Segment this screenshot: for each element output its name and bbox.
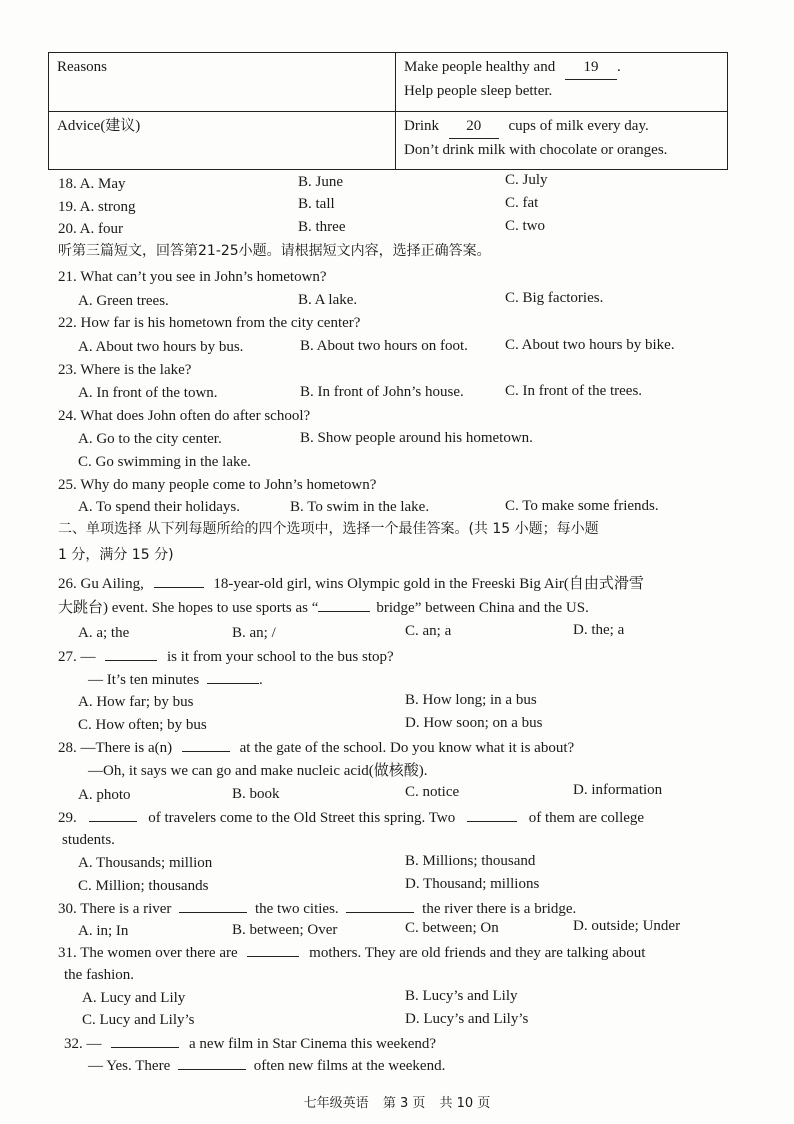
q19-option-b[interactable]: B. tall (298, 196, 335, 212)
footer-total: 共 10 页 (439, 1096, 491, 1111)
q27-option-b[interactable]: B. How long; in a bus (405, 692, 537, 708)
q31-blank[interactable] (247, 942, 299, 957)
footer-page: 第 3 页 (382, 1096, 426, 1111)
q30-option-d[interactable]: D. outside; Under (573, 918, 681, 934)
q18-option-b[interactable]: B. June (298, 174, 343, 190)
milk-info-table (48, 52, 728, 170)
q31-stem-line1: 31. The women over there are mothers. They are old friends and they are talking about (58, 942, 645, 963)
q28-option-b[interactable]: B. book (232, 786, 280, 802)
q29-stem-line1: 29. of travelers come to the Old Street this spring. Two of them are college (58, 807, 644, 828)
q18-option-c[interactable]: C. July (505, 172, 548, 188)
q30-option-a[interactable]: A. in; In (78, 923, 129, 939)
q32-stem-line2: — Yes. There often new films at the weekend. (88, 1055, 445, 1076)
q30-option-c[interactable]: C. between; On (405, 920, 499, 936)
q25-option-c[interactable]: C. To make some friends. (505, 498, 659, 514)
q32-blank-1[interactable] (111, 1033, 179, 1048)
q26-stem-line2: 大跳台) event. She hopes to use sports as “ bridge” between China and the US. (58, 597, 589, 618)
q29-option-d[interactable]: D. Thousand; millions (405, 876, 540, 892)
q31-option-d[interactable]: D. Lucy’s and Lily’s (405, 1011, 529, 1027)
q30-blank-1[interactable] (179, 898, 247, 913)
q32-stem-line1: 32. — a new film in Star Cinema this weekend? (64, 1033, 436, 1054)
q31-option-b[interactable]: B. Lucy’s and Lily (405, 988, 518, 1004)
section3-instructions: 听第三篇短文，回答第21-25小题。请根据短文内容，选择正确答案。 (58, 243, 491, 259)
q28-stem-line1: 28. —There is a(n) at the gate of the school. Do you know what it is about? (58, 737, 574, 758)
q24-option-c[interactable]: C. Go swimming in the lake. (78, 454, 251, 470)
q23-stem: 23. Where is the lake? (58, 362, 192, 378)
q24-option-a[interactable]: A. Go to the city center. (78, 431, 222, 447)
q23-option-c[interactable]: C. In front of the trees. (505, 383, 643, 399)
q25-option-b[interactable]: B. To swim in the lake. (290, 499, 430, 515)
q21-option-a[interactable]: A. Green trees. (78, 293, 169, 309)
q26-blank-2[interactable] (318, 597, 370, 612)
q27-stem-line1: 27. — is it from your school to the bus stop? (58, 646, 394, 667)
q29-option-b[interactable]: B. Millions; thousand (405, 853, 536, 869)
q27-option-a[interactable]: A. How far; by bus (78, 694, 194, 710)
q28-option-a[interactable]: A. photo (78, 787, 131, 803)
q24-stem: 24. What does John often do after school? (58, 408, 311, 424)
page-footer (0, 1092, 794, 1111)
q20-option-b[interactable]: B. three (298, 219, 346, 235)
q27-option-d[interactable]: D. How soon; on a bus (405, 715, 543, 731)
part2-heading: 二、单项选择 从下列每题所给的四个选项中，选择一个最佳答案。(共 15 小题；每小题 (58, 521, 599, 537)
q29-blank-2[interactable] (467, 807, 517, 822)
blank-20[interactable]: 20 (449, 115, 499, 139)
q31-option-c[interactable]: C. Lucy and Lily’s (82, 1012, 195, 1028)
q22-option-b[interactable]: B. About two hours on foot. (300, 338, 468, 354)
q30-blank-2[interactable] (346, 898, 414, 913)
q28-option-c[interactable]: C. notice (405, 784, 460, 800)
q21-stem: 21. What can’t you see in John’s hometown? (58, 269, 327, 285)
q29-option-c[interactable]: C. Million; thousands (78, 878, 209, 894)
q27-blank-1[interactable] (105, 646, 157, 661)
q25-stem: 25. Why do many people come to John’s hometown? (58, 477, 377, 493)
advice-content: Drink 20 cups of milk every day. Don’t drink milk with chocolate or oranges. (396, 111, 728, 170)
q28-option-d[interactable]: D. information (573, 782, 663, 798)
q19-option-c[interactable]: C. fat (505, 195, 539, 211)
advice-label: Advice(建议) (49, 111, 396, 170)
q26-option-b[interactable]: B. an; / (232, 625, 276, 641)
q23-option-a[interactable]: A. In front of the town. (78, 385, 218, 401)
q20-option-a[interactable]: 20. A. four (58, 221, 123, 237)
q21-option-c[interactable]: C. Big factories. (505, 290, 604, 306)
q28-blank[interactable] (182, 737, 230, 752)
q23-option-b[interactable]: B. In front of John’s house. (300, 384, 464, 400)
reasons-content: Make people healthy and 19 . Help people sleep better. (396, 53, 728, 112)
q26-option-d[interactable]: D. the; a (573, 622, 625, 638)
footer-subject: 七年级英语 (303, 1096, 369, 1111)
q29-blank-1[interactable] (89, 807, 137, 822)
q21-option-b[interactable]: B. A lake. (298, 292, 358, 308)
q28-stem-line2: —Oh, it says we can go and make nucleic acid(做核酸). (88, 763, 428, 779)
q26-stem-line1: 26. Gu Ailing, 18-year-old girl, wins Olympic gold in the Freeski Big Air(自由式滑雪 (58, 573, 644, 594)
q29-option-a[interactable]: A. Thousands; million (78, 855, 213, 871)
q30-stem: 30. There is a river the two cities. the river there is a bridge. (58, 898, 576, 919)
q22-stem: 22. How far is his hometown from the city center? (58, 315, 361, 331)
q27-blank-2[interactable] (207, 669, 259, 684)
q26-option-a[interactable]: A. a; the (78, 625, 130, 641)
q27-stem-line2: — It’s ten minutes . (88, 669, 263, 690)
q26-option-c[interactable]: C. an; a (405, 623, 452, 639)
q18-option-a[interactable]: 18. A. May (58, 176, 126, 192)
blank-19[interactable]: 19 (565, 56, 617, 80)
q29-stem-line2: students. (62, 832, 115, 848)
q30-option-b[interactable]: B. between; Over (232, 922, 338, 938)
q31-option-a[interactable]: A. Lucy and Lily (82, 990, 186, 1006)
reasons-row (49, 53, 728, 112)
q22-option-a[interactable]: A. About two hours by bus. (78, 339, 244, 355)
q24-option-b[interactable]: B. Show people around his hometown. (300, 430, 533, 446)
q26-blank-1[interactable] (154, 573, 204, 588)
advice-row (49, 111, 728, 170)
q25-option-a[interactable]: A. To spend their holidays. (78, 499, 240, 515)
reasons-label: Reasons (49, 53, 396, 112)
q20-option-c[interactable]: C. two (505, 218, 546, 234)
q19-option-a[interactable]: 19. A. strong (58, 199, 136, 215)
q31-stem-line2: the fashion. (64, 967, 134, 983)
q22-option-c[interactable]: C. About two hours by bike. (505, 337, 675, 353)
part2-heading-cont: 1 分，满分 15 分) (58, 547, 174, 563)
q27-option-c[interactable]: C. How often; by bus (78, 717, 207, 733)
q32-blank-2[interactable] (178, 1055, 246, 1070)
